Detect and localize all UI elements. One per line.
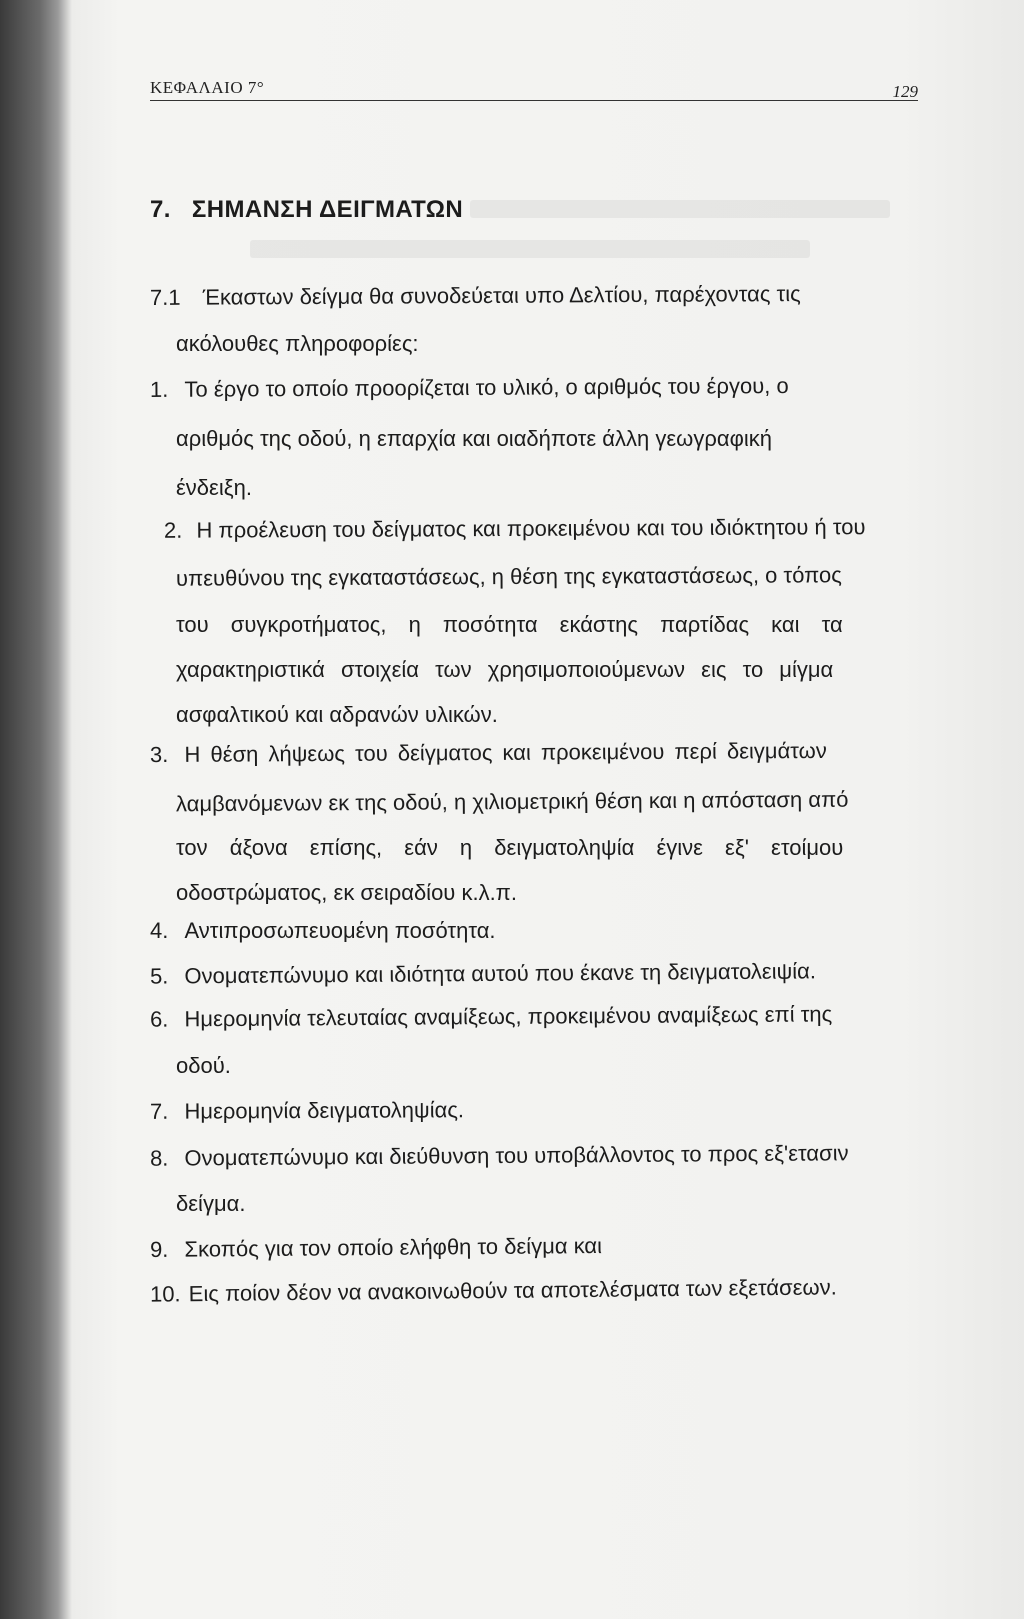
list-item: [150, 957, 816, 990]
list-item: [150, 1139, 849, 1172]
list-item: [150, 917, 496, 945]
item-text: Αντιπροσωπευομένη ποσότητα.: [184, 918, 496, 943]
section-number: 7.: [150, 196, 171, 223]
list-item: [150, 513, 866, 545]
subsection-text: Έκαστων δείγμα θα συνοδεύεται υπο Δελτίου, παρέχοντας τις: [202, 281, 801, 310]
list-item: [150, 372, 789, 404]
subsection-line: [150, 280, 801, 312]
page-number: 129: [892, 82, 918, 101]
item-text: οδοστρώματος, εκ σειραδίου κ.λ.π.: [176, 880, 517, 905]
list-item: [150, 1096, 464, 1126]
item-text: τον άξονα επίσης, εάν η δειγματοληψία έγινε εξ' ετοίμου: [176, 835, 844, 860]
item-text: του συγκροτήματος, η ποσότητα εκάστης παρτίδας και τα: [176, 612, 843, 637]
item-text: ένδειξη.: [176, 475, 252, 500]
list-item: [150, 1232, 602, 1264]
item-text: Εις ποίον δέον να ανακοινωθούν τα αποτελέσματα των εξετάσεων.: [188, 1274, 837, 1307]
item-text: Σκοπός για τον οποίο ελήφθη το δείγμα και: [184, 1233, 603, 1262]
item-number: 10.: [149, 1281, 181, 1307]
item-number: 7.: [149, 1098, 169, 1124]
item-text: Ονοματεπώνυμο και ιδιότητα αυτού που έκανε τη δειγματολειψία.: [184, 958, 817, 989]
list-item: [150, 1000, 832, 1033]
item-text: υπευθύνου της εγκαταστάσεως, η θέση της εγκαταστάσεως, ο τόπος: [175, 562, 842, 591]
item-number: 4.: [150, 918, 169, 943]
item-text: ασφαλτικού και αδρανών υλικών.: [176, 702, 498, 727]
item-number: 1.: [149, 376, 169, 402]
item-text: δείγμα.: [176, 1191, 246, 1216]
item-text: Ονοματεπώνυμο και διεύθυνση του υποβάλλοντος το προς εξ'ετασιν: [184, 1140, 849, 1171]
item-number: 9.: [149, 1236, 169, 1262]
item-text: λαμβανόμενων εκ της οδού, η χιλιομετρική θέση και η απόσταση από: [175, 786, 849, 817]
item-number: 3.: [149, 741, 169, 768]
section-title: ΣΗΜΑΝΣΗ ΔΕΙΓΜΑΤΩΝ: [191, 196, 464, 223]
item-number: 6.: [149, 1006, 169, 1032]
item-text: Ημερομηνία δειγματοληψίας.: [184, 1097, 465, 1124]
item-text: Η θέση λήψεως του δείγματος και προκειμένου περί δειγμάτων: [184, 737, 827, 767]
item-text: Ημερομηνία τελευταίας αναμίξεως, προκειμένου αναμίξεως επί της: [184, 1001, 833, 1032]
chapter-label: ΚΕΦΑΛΑΙΟ 7°: [150, 78, 265, 97]
list-item: [150, 737, 827, 769]
item-text: οδού.: [176, 1053, 231, 1078]
subsection-number: 7.1: [149, 284, 181, 310]
item-text: χαρακτηριστικά στοιχεία των χρησιμοποιούμενων εις το μίγμα: [176, 657, 834, 682]
item-text: αριθμός της οδού, η επαρχία και οιαδήποτε άλλη γεωγραφική: [176, 426, 772, 451]
item-number: 5.: [149, 963, 169, 989]
subsection-line: [176, 330, 419, 358]
item-number: 2.: [163, 517, 183, 543]
item-number: 8.: [149, 1145, 169, 1171]
item-text: Το έργο το οποίο προορίζεται το υλικό, ο αριθμός του έργου, ο: [184, 373, 789, 402]
subsection-text: ακόλουθες πληροφορίες:: [176, 331, 419, 356]
item-text: Η προέλευση του δείγματος και προκειμένου και του ιδιόκτητου ή του: [196, 514, 866, 543]
list-item: [150, 1273, 837, 1308]
section-heading: [150, 196, 463, 224]
